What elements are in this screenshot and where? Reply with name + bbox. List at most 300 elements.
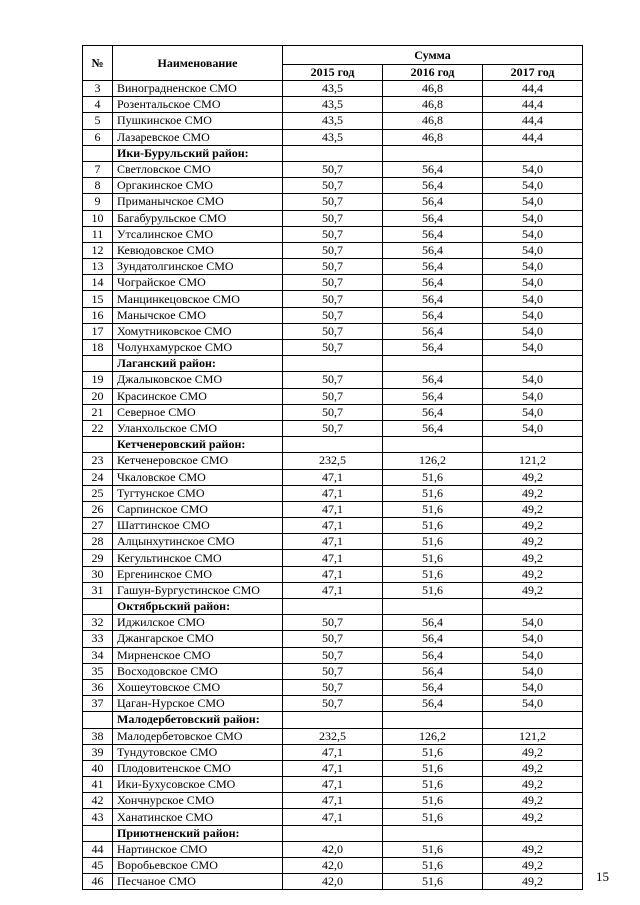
amount-2016: 56,4 <box>383 307 483 323</box>
municipality-name: Цаган-Нурское СМО <box>113 696 283 712</box>
amount-2017: 49,2 <box>483 534 583 550</box>
row-number: 9 <box>83 194 113 210</box>
amount-2017: 49,2 <box>483 793 583 809</box>
municipality-name: Чкаловское СМО <box>113 469 283 485</box>
amount-2017: 54,0 <box>483 631 583 647</box>
municipality-name: Зундатолгинское СМО <box>113 259 283 275</box>
amount-2015: 43,5 <box>283 129 383 145</box>
municipality-name: Хомутниковское СМО <box>113 323 283 339</box>
district-name: Октябрьский район: <box>113 599 283 615</box>
amount-2016: 51,6 <box>383 744 483 760</box>
table-row <box>83 501 583 517</box>
municipality-name: Виноградненское СМО <box>113 81 283 97</box>
amount-2015: 47,1 <box>283 793 383 809</box>
municipality-name: Мирненское СМО <box>113 647 283 663</box>
amount-2017: 49,2 <box>483 582 583 598</box>
amount-2015: 50,7 <box>283 631 383 647</box>
amount-2016: 56,4 <box>383 631 483 647</box>
amount-2016: 51,6 <box>383 858 483 874</box>
table-row <box>83 420 583 436</box>
amount-2016: 56,4 <box>383 340 483 356</box>
empty-cell <box>383 825 483 841</box>
amount-2016: 56,4 <box>383 420 483 436</box>
row-number: 19 <box>83 372 113 388</box>
district-row <box>83 825 583 841</box>
amount-2017: 54,0 <box>483 679 583 695</box>
municipality-name: Ики-Бухусовское СМО <box>113 777 283 793</box>
empty-cell <box>483 712 583 728</box>
table-row <box>83 259 583 275</box>
amount-2015: 50,7 <box>283 161 383 177</box>
table-row <box>83 129 583 145</box>
empty-cell <box>383 437 483 453</box>
row-number: 24 <box>83 469 113 485</box>
row-number: 46 <box>83 874 113 890</box>
table-row <box>83 696 583 712</box>
row-number: 31 <box>83 582 113 598</box>
municipality-name: Чограйское СМО <box>113 275 283 291</box>
municipality-name: Плодовитенское СМО <box>113 760 283 776</box>
row-number: 18 <box>83 340 113 356</box>
amount-2015: 50,7 <box>283 242 383 258</box>
amount-2017: 54,0 <box>483 210 583 226</box>
amount-2017: 54,0 <box>483 388 583 404</box>
amount-2015: 50,7 <box>283 420 383 436</box>
table-row <box>83 485 583 501</box>
municipality-name: Кевюдовское СМО <box>113 242 283 258</box>
row-number: 41 <box>83 777 113 793</box>
amount-2017: 54,0 <box>483 291 583 307</box>
amount-2016: 56,4 <box>383 178 483 194</box>
empty-cell <box>83 437 113 453</box>
empty-cell <box>483 437 583 453</box>
amount-2017: 44,4 <box>483 129 583 145</box>
municipality-name: Хошеутовское СМО <box>113 679 283 695</box>
amount-2017: 49,2 <box>483 858 583 874</box>
amount-2016: 51,6 <box>383 534 483 550</box>
table-row <box>83 518 583 534</box>
empty-cell <box>383 145 483 161</box>
amount-2016: 51,6 <box>383 874 483 890</box>
amount-2016: 51,6 <box>383 469 483 485</box>
municipality-name: Красинское СМО <box>113 388 283 404</box>
row-number: 16 <box>83 307 113 323</box>
empty-cell <box>83 145 113 161</box>
municipality-name: Алцынхутинское СМО <box>113 534 283 550</box>
empty-cell <box>383 712 483 728</box>
municipality-name: Чолунхамурское СМО <box>113 340 283 356</box>
amount-2017: 54,0 <box>483 340 583 356</box>
amount-2016: 56,4 <box>383 242 483 258</box>
amount-2017: 44,4 <box>483 97 583 113</box>
amount-2015: 43,5 <box>283 97 383 113</box>
table-row <box>83 534 583 550</box>
amount-2015: 47,1 <box>283 582 383 598</box>
row-number: 23 <box>83 453 113 469</box>
amount-2017: 49,2 <box>483 777 583 793</box>
row-number: 40 <box>83 760 113 776</box>
amount-2015: 42,0 <box>283 841 383 857</box>
amount-2015: 50,7 <box>283 696 383 712</box>
row-number: 43 <box>83 809 113 825</box>
empty-cell <box>283 356 383 372</box>
amount-2016: 51,6 <box>383 809 483 825</box>
amount-2016: 51,6 <box>383 841 483 857</box>
row-number: 20 <box>83 388 113 404</box>
table-row <box>83 291 583 307</box>
table-row <box>83 858 583 874</box>
municipality-name: Светловское СМО <box>113 161 283 177</box>
row-number: 32 <box>83 615 113 631</box>
table-row <box>83 663 583 679</box>
empty-cell <box>283 437 383 453</box>
amount-2016: 56,4 <box>383 259 483 275</box>
empty-cell <box>83 356 113 372</box>
amount-2015: 50,7 <box>283 194 383 210</box>
municipality-name: Розентальское СМО <box>113 97 283 113</box>
amount-2015: 47,1 <box>283 501 383 517</box>
amount-2017: 54,0 <box>483 161 583 177</box>
district-name: Кетченеровский район: <box>113 437 283 453</box>
municipality-name: Нартинское СМО <box>113 841 283 857</box>
row-number: 28 <box>83 534 113 550</box>
amount-2015: 47,1 <box>283 566 383 582</box>
table-row <box>83 275 583 291</box>
amount-2015: 232,5 <box>283 453 383 469</box>
municipality-name: Пушкинское СМО <box>113 113 283 129</box>
row-number: 42 <box>83 793 113 809</box>
municipality-name: Восходовское СМО <box>113 663 283 679</box>
amount-2017: 54,0 <box>483 275 583 291</box>
row-number: 34 <box>83 647 113 663</box>
table-row <box>83 679 583 695</box>
amount-2015: 47,1 <box>283 518 383 534</box>
amount-2016: 56,4 <box>383 323 483 339</box>
amount-2016: 126,2 <box>383 453 483 469</box>
amount-2016: 46,8 <box>383 113 483 129</box>
municipality-name: Кегультинское СМО <box>113 550 283 566</box>
district-name: Ики-Бурульский район: <box>113 145 283 161</box>
amount-2015: 42,0 <box>283 874 383 890</box>
table-row <box>83 113 583 129</box>
row-number: 39 <box>83 744 113 760</box>
municipality-name: Тугтунское СМО <box>113 485 283 501</box>
empty-cell <box>83 712 113 728</box>
empty-cell <box>483 356 583 372</box>
amount-2017: 49,2 <box>483 841 583 857</box>
amount-2015: 43,5 <box>283 81 383 97</box>
row-number: 38 <box>83 728 113 744</box>
amount-2016: 56,4 <box>383 275 483 291</box>
amount-2016: 56,4 <box>383 679 483 695</box>
amount-2015: 50,7 <box>283 259 383 275</box>
amount-2015: 50,7 <box>283 663 383 679</box>
budget-table <box>82 45 583 890</box>
amount-2016: 51,6 <box>383 582 483 598</box>
row-number: 6 <box>83 129 113 145</box>
empty-cell <box>283 145 383 161</box>
amount-2015: 42,0 <box>283 858 383 874</box>
amount-2015: 50,7 <box>283 388 383 404</box>
table-row <box>83 210 583 226</box>
district-row <box>83 145 583 161</box>
municipality-name: Лазаревское СМО <box>113 129 283 145</box>
table-body <box>83 81 583 890</box>
municipality-name: Ханатинское СМО <box>113 809 283 825</box>
district-name: Приютненский район: <box>113 825 283 841</box>
amount-2015: 50,7 <box>283 226 383 242</box>
amount-2016: 56,4 <box>383 194 483 210</box>
empty-cell <box>483 599 583 615</box>
amount-2017: 54,0 <box>483 178 583 194</box>
municipality-name: Иджилское СМО <box>113 615 283 631</box>
amount-2016: 56,4 <box>383 696 483 712</box>
amount-2017: 54,0 <box>483 194 583 210</box>
municipality-name: Северное СМО <box>113 404 283 420</box>
amount-2015: 50,7 <box>283 615 383 631</box>
row-number: 25 <box>83 485 113 501</box>
row-number: 35 <box>83 663 113 679</box>
empty-cell <box>383 356 483 372</box>
row-number: 7 <box>83 161 113 177</box>
amount-2015: 50,7 <box>283 340 383 356</box>
amount-2016: 56,4 <box>383 388 483 404</box>
district-name: Малодербетовский район: <box>113 712 283 728</box>
amount-2017: 54,0 <box>483 226 583 242</box>
amount-2015: 50,7 <box>283 291 383 307</box>
table-row <box>83 874 583 890</box>
row-number: 27 <box>83 518 113 534</box>
amount-2017: 49,2 <box>483 518 583 534</box>
empty-cell <box>283 825 383 841</box>
table-row <box>83 760 583 776</box>
header-year-2017: 2017 год <box>483 65 583 81</box>
amount-2015: 47,1 <box>283 777 383 793</box>
amount-2015: 47,1 <box>283 809 383 825</box>
row-number: 14 <box>83 275 113 291</box>
row-number: 12 <box>83 242 113 258</box>
amount-2017: 54,0 <box>483 372 583 388</box>
district-row <box>83 712 583 728</box>
row-number: 15 <box>83 291 113 307</box>
amount-2015: 47,1 <box>283 744 383 760</box>
amount-2017: 49,2 <box>483 874 583 890</box>
table-row <box>83 647 583 663</box>
amount-2017: 54,0 <box>483 242 583 258</box>
row-number: 10 <box>83 210 113 226</box>
table-row <box>83 841 583 857</box>
amount-2016: 51,6 <box>383 566 483 582</box>
amount-2015: 47,1 <box>283 485 383 501</box>
municipality-name: Багабурульское СМО <box>113 210 283 226</box>
amount-2015: 50,7 <box>283 178 383 194</box>
municipality-name: Манычское СМО <box>113 307 283 323</box>
amount-2015: 50,7 <box>283 210 383 226</box>
table-row <box>83 550 583 566</box>
municipality-name: Гашун-Бургустинское СМО <box>113 582 283 598</box>
empty-cell <box>483 145 583 161</box>
amount-2016: 51,6 <box>383 518 483 534</box>
amount-2017: 54,0 <box>483 323 583 339</box>
municipality-name: Уланхольское СМО <box>113 420 283 436</box>
amount-2015: 47,1 <box>283 760 383 776</box>
amount-2017: 49,2 <box>483 809 583 825</box>
empty-cell <box>483 825 583 841</box>
amount-2016: 51,6 <box>383 793 483 809</box>
table-row <box>83 372 583 388</box>
amount-2016: 51,6 <box>383 485 483 501</box>
amount-2017: 54,0 <box>483 420 583 436</box>
amount-2015: 50,7 <box>283 275 383 291</box>
municipality-name: Воробьевское СМО <box>113 858 283 874</box>
district-row <box>83 437 583 453</box>
table-row <box>83 194 583 210</box>
amount-2016: 46,8 <box>383 129 483 145</box>
header-year-2015: 2015 год <box>283 65 383 81</box>
table-row <box>83 226 583 242</box>
municipality-name: Сарпинское СМО <box>113 501 283 517</box>
empty-cell <box>383 599 483 615</box>
row-number: 33 <box>83 631 113 647</box>
table-row <box>83 388 583 404</box>
amount-2017: 54,0 <box>483 259 583 275</box>
empty-cell <box>83 599 113 615</box>
district-row <box>83 356 583 372</box>
amount-2016: 126,2 <box>383 728 483 744</box>
amount-2017: 54,0 <box>483 696 583 712</box>
amount-2016: 56,4 <box>383 404 483 420</box>
district-name: Лаганский район: <box>113 356 283 372</box>
row-number: 17 <box>83 323 113 339</box>
row-number: 4 <box>83 97 113 113</box>
amount-2016: 56,4 <box>383 647 483 663</box>
row-number: 11 <box>83 226 113 242</box>
table-row <box>83 615 583 631</box>
municipality-name: Малодербетовское СМО <box>113 728 283 744</box>
amount-2016: 46,8 <box>383 81 483 97</box>
amount-2017: 54,0 <box>483 663 583 679</box>
table-row <box>83 307 583 323</box>
municipality-name: Шаттинское СМО <box>113 518 283 534</box>
amount-2016: 51,6 <box>383 777 483 793</box>
amount-2017: 44,4 <box>483 81 583 97</box>
municipality-name: Хончнурское СМО <box>113 793 283 809</box>
row-number: 36 <box>83 679 113 695</box>
page-number: 15 <box>596 869 609 884</box>
table-row <box>83 323 583 339</box>
table-row <box>83 161 583 177</box>
header-year-2016: 2016 год <box>383 65 483 81</box>
row-number: 13 <box>83 259 113 275</box>
table-row <box>83 404 583 420</box>
table-row <box>83 81 583 97</box>
row-number: 8 <box>83 178 113 194</box>
table-row <box>83 631 583 647</box>
row-number: 29 <box>83 550 113 566</box>
table-row <box>83 566 583 582</box>
header-sum: Сумма <box>283 46 583 65</box>
table-row <box>83 178 583 194</box>
amount-2016: 56,4 <box>383 663 483 679</box>
row-number: 3 <box>83 81 113 97</box>
table-row <box>83 809 583 825</box>
amount-2016: 56,4 <box>383 210 483 226</box>
amount-2017: 49,2 <box>483 469 583 485</box>
amount-2016: 51,6 <box>383 550 483 566</box>
amount-2016: 56,4 <box>383 372 483 388</box>
district-row <box>83 599 583 615</box>
row-number: 22 <box>83 420 113 436</box>
municipality-name: Тундутовское СМО <box>113 744 283 760</box>
row-number: 30 <box>83 566 113 582</box>
amount-2017: 54,0 <box>483 404 583 420</box>
amount-2017: 121,2 <box>483 728 583 744</box>
amount-2015: 47,1 <box>283 550 383 566</box>
amount-2017: 121,2 <box>483 453 583 469</box>
table-row <box>83 728 583 744</box>
table-header-row <box>83 46 583 65</box>
amount-2017: 54,0 <box>483 307 583 323</box>
amount-2017: 49,2 <box>483 566 583 582</box>
amount-2015: 50,7 <box>283 679 383 695</box>
amount-2015: 232,5 <box>283 728 383 744</box>
empty-cell <box>83 825 113 841</box>
amount-2017: 49,2 <box>483 501 583 517</box>
amount-2016: 51,6 <box>383 760 483 776</box>
amount-2015: 47,1 <box>283 534 383 550</box>
amount-2015: 50,7 <box>283 647 383 663</box>
table-row <box>83 469 583 485</box>
table-row <box>83 340 583 356</box>
row-number: 5 <box>83 113 113 129</box>
table-row <box>83 97 583 113</box>
amount-2017: 49,2 <box>483 760 583 776</box>
amount-2017: 44,4 <box>483 113 583 129</box>
row-number: 45 <box>83 858 113 874</box>
row-number: 37 <box>83 696 113 712</box>
amount-2015: 50,7 <box>283 323 383 339</box>
municipality-name: Кетченеровское СМО <box>113 453 283 469</box>
row-number: 44 <box>83 841 113 857</box>
municipality-name: Утсалинское СМО <box>113 226 283 242</box>
amount-2016: 56,4 <box>383 291 483 307</box>
table-row <box>83 453 583 469</box>
municipality-name: Приманычское СМО <box>113 194 283 210</box>
amount-2016: 56,4 <box>383 161 483 177</box>
header-name: Наименование <box>113 46 283 81</box>
amount-2015: 43,5 <box>283 113 383 129</box>
amount-2017: 49,2 <box>483 744 583 760</box>
municipality-name: Джалыковское СМО <box>113 372 283 388</box>
amount-2016: 56,4 <box>383 226 483 242</box>
empty-cell <box>283 712 383 728</box>
row-number: 26 <box>83 501 113 517</box>
amount-2016: 56,4 <box>383 615 483 631</box>
municipality-name: Джангарское СМО <box>113 631 283 647</box>
table-row <box>83 744 583 760</box>
amount-2016: 46,8 <box>383 97 483 113</box>
municipality-name: Песчаное СМО <box>113 874 283 890</box>
table-row <box>83 582 583 598</box>
amount-2017: 49,2 <box>483 550 583 566</box>
table-row <box>83 793 583 809</box>
empty-cell <box>283 599 383 615</box>
amount-2017: 54,0 <box>483 615 583 631</box>
amount-2017: 49,2 <box>483 485 583 501</box>
municipality-name: Оргакинское СМО <box>113 178 283 194</box>
amount-2015: 50,7 <box>283 404 383 420</box>
header-number: № <box>83 46 113 81</box>
